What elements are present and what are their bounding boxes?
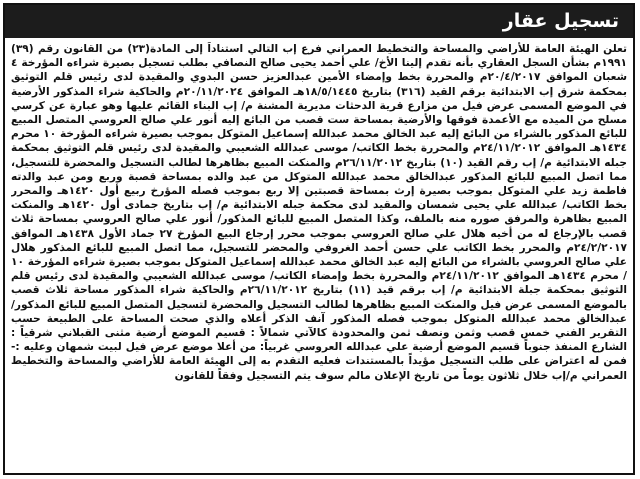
title-banner <box>5 5 633 38</box>
property-registration-notice <box>3 3 635 475</box>
notice-title: تسجيل عقار <box>502 10 619 32</box>
notice-body: تعلن الهيئة العامة للأراضي والمساحة والتخطيط العمراني فرع إب التالي استناداً إلى المادة(٢٣) من القانون رقم (٣٩) ١٩٩١م بشأن السجل العقاري بأنه تقدم إلينا الأخ/ علي أحمد يحيى صالح النصافي بطلب تسجيل بصيرة شراءه المؤرخة ٤ شعبان الموافق ٢٠/٤/٢٠١٧م والمحررة بخط وإمضاء الأمين عبدالعزيز حسن البدوي والمقيدة لدى رئيس قلم التوثيق بمحكمة شرق إب الابتدائية برقم القيد (٣١٦) بتاريخ ١٨/٥/١٤٤٥هـ الموافق ٢٠/١١/٢٠٢٤م والحاكية شراء المذكور الأرضية في الموضع المسمى عرض فيل من مزارع قرية الدحثات مديرية المشنة م/ إب البناء القائم عليها وهو عبارة عن كرسي مسلح من الميده مع الأعمدة فوقها والأرضية بمساحة ست قصب من البائع إليه أنور علي صالح العروسي المتصل المبيع للبائع المذكور بالشراء من البائع إليه عبد الخالق محمد عبدالله إسماعيل المتوكل بموجب بصيرة شراءه المؤرخة ١٠ محرم ١٤٣٤هـ الموافق ٢٤/١١/٢٠١٢م والمحررة بخط الكاتب/ موسى عبدالله الشعيبي والمقيدة لدى رئيس قلم التوثيق بمحكمة جبله الابتدائية م/ إب رقم القيد (١٠) بتاريخ ٢٦/١١/٢٠١٢م والمنكت المبيع بظاهرها لطالب التسجيل والمحضرة للتسجيل، مما اتصل المبيع للبائع المذكور عبدالخالق محمد عبدالله المتوكل من عبد والده بمساحة قصبة وربع ومن عبد والدته فاطمة زيد علي المتوكل بموجب بصيرة إرث بمساحة قصبتين إلا ربع بموجب فصله المؤرخ ربيع أول ١٤٢٠هـ والمحرر بخط الكاتب/ عبدالله علي يحيى شمسان والمقيد لدى محكمة جبله الابتدائية م/ إب بتاريخ جمادى أول ١٤٢٠هـ والمنكت المبيع بظاهرة والمرفق صوره منه بالملف، وكذا المتصل المبيع للبائع المذكور/ أنور علي صالح العروسي بمساحة ثلاث قصب بالإرجاع له من أخيه هلال علي صالح العروسي بموجب محرر إرجاع البيع المؤرخ ٢٧ جماد الأول ١٤٣٨هـ الموافق ٢٤/٢/٢٠١٧م والمحرر بخط الكاتب علي حسن أحمد الغروفي والمحضر للتسجيل، مما اتصل المبيع للبائع المذكور هلال علي صالح العروسي بالشراء من البائع إليه عبد الخالق محمد عبدالله إسماعيل المتوكل بموجب بصيرة شراءه المؤرخة ١٠ / محرم ١٤٣٤هـ الموافق ٢٤/١١/٢٠١٢م والمحررة بخط وإمضاء الكاتب/ موسى عبدالله الشعيبي والمقيدة لدى رئيس قلم التوثيق بمحكمة جبلة الابتدائية م/ إب برقم قيد (١١) بتاريخ ٢٦/١١/٢٠١٢م والحاكية شراء المذكور مساحة ثلاث قصب بالموضع المسمى عرض فيل والمنكت المبيع بظاهرها لطالب التسجيل والمحضرة لتسجيل المتصل المبيع للبائع المذكور/ عبدالخالق محمد عبدالله المتوكل بموجب فصله المذكور آنف الذكر أعلاه والذي صحت المساحة على الطبيعة حسب التقرير الفني خمس قصب وثمن ونصف ثمن والمحدودة كالآتي شمالاً : قسيم الموضع أرضية مثنى القبلاني شرقياً : الشارع المنفذ جنوباً قسيم الموضع أرضية علي عبدالله العروسي غربياً: من أعلا موضع عرض فيل لبيت شمهان وعليه :- فمن له اعتراض على طلب التسجيل مؤيداً بالمستندات فعليه التقدم به إلى الهيئة العامة للأراضي والمساحة والتخطيط العمراني م/إب خلال ثلاثون يوماً من تاريخ الإعلان مالم سوف يتم التسجيل وفقاً للقانون <box>11 43 627 382</box>
